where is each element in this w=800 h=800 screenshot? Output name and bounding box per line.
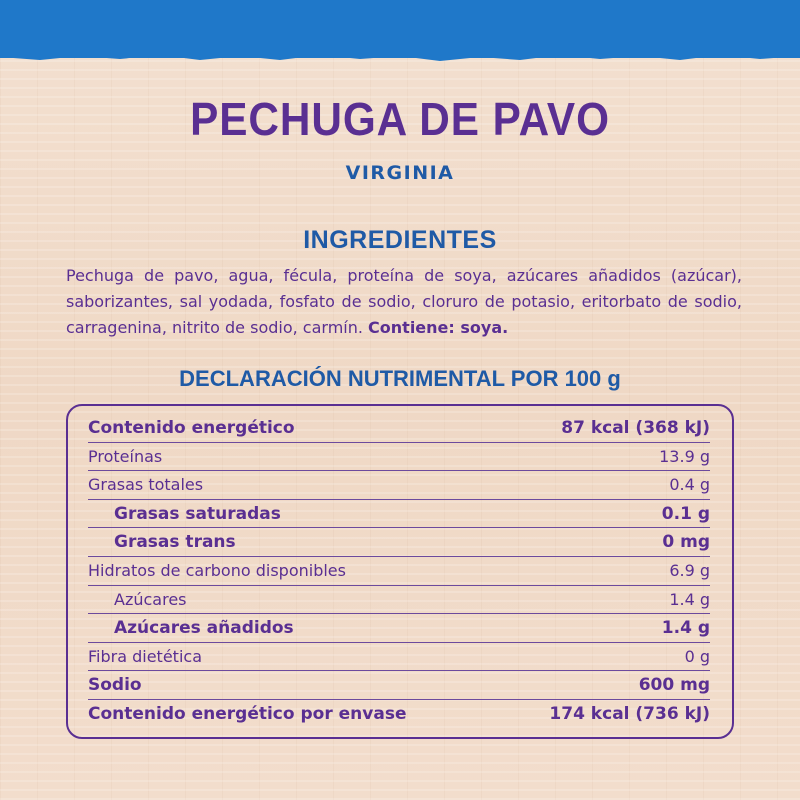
ingredients-heading: INGREDIENTES: [303, 226, 497, 254]
row-value: 0 g: [684, 647, 710, 667]
allergen-warning: Contiene: soya.: [368, 318, 509, 337]
row-label: Contenido energético por envase: [88, 704, 407, 725]
row-value: 0.1 g: [661, 503, 710, 524]
table-row: [88, 643, 710, 672]
table-row: [88, 471, 710, 500]
row-value: 13.9 g: [659, 446, 710, 466]
row-label: Grasas trans: [114, 532, 236, 553]
row-value: 0 mg: [662, 532, 710, 553]
table-row: [88, 586, 710, 615]
product-title: PECHUGA DE PAVO: [190, 93, 610, 145]
row-label: Contenido energético: [88, 417, 295, 438]
row-value: 87 kcal (368 kJ): [561, 417, 710, 438]
row-label: Proteínas: [88, 446, 163, 466]
row-label: Sodio: [88, 675, 142, 696]
row-value: 600 mg: [638, 675, 710, 696]
product-subtitle: VIRGINIA: [345, 162, 455, 184]
row-label: Azúcares añadidos: [114, 617, 294, 638]
top-blue-band: [0, 0, 800, 58]
ingredients-list: Pechuga de pavo, agua, fécula, proteína de soya, azúcares añadidos (azúcar), saborizantes, sal yodada, fosfato de sodio, cloruro de potasio, eritorbato de sodio, carragenina, nitrito de sodio, carmín.: [66, 266, 742, 337]
row-value: 1.4 g: [661, 617, 710, 638]
table-row: [88, 414, 710, 443]
table-row: [88, 528, 710, 557]
table-row: [88, 500, 710, 529]
row-label: Grasas totales: [88, 475, 204, 495]
torn-edge-decoration: [0, 52, 800, 64]
row-label: Grasas saturadas: [114, 503, 281, 524]
table-row: [88, 614, 710, 643]
nutrition-table: [66, 404, 734, 739]
table-row: [88, 700, 710, 729]
row-value: 6.9 g: [669, 561, 710, 581]
row-value: 1.4 g: [669, 589, 710, 609]
row-label: Fibra dietética: [88, 647, 202, 667]
nutrition-heading: DECLARACIÓN NUTRIMENTAL POR 100 g: [179, 366, 621, 391]
ingredients-text: [66, 263, 742, 341]
row-value: 174 kcal (736 kJ): [549, 704, 710, 725]
table-row: [88, 671, 710, 700]
table-row: [88, 557, 710, 586]
row-label: Azúcares: [114, 589, 187, 609]
table-row: [88, 443, 710, 472]
row-label: Hidratos de carbono disponibles: [88, 561, 346, 581]
row-value: 0.4 g: [669, 475, 710, 495]
